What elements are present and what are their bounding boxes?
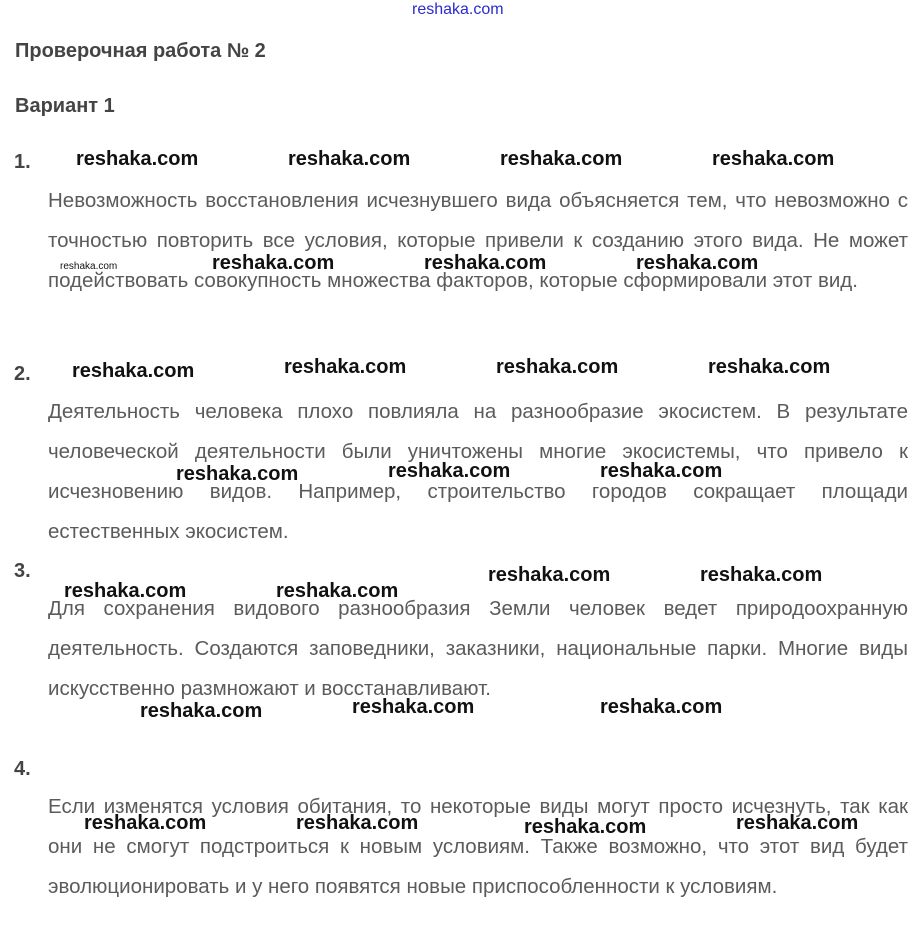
watermark: reshaka.com [64,580,187,602]
watermark: reshaka.com [524,816,647,838]
watermark: reshaka.com [284,356,407,378]
watermark: reshaka.com [700,564,823,586]
watermark: reshaka.com [736,812,859,834]
watermark: reshaka.com [424,252,547,274]
watermark: reshaka.com [288,148,411,170]
watermark: reshaka.com [388,460,511,482]
watermark-top: reshaka.com [412,1,504,18]
watermark: reshaka.com [500,148,623,170]
page-title: Проверочная работа № 2 [15,40,266,62]
watermark: reshaka.com [76,148,199,170]
watermark: reshaka.com [84,812,207,834]
answer-1-text: Невозможность восстановления исчезнувшего вида объясняется тем, что невозможно с точностью повторить все условия, которые привели к созданию этого вида. Не может подействовать совокупность множества факторов, которые сформировали этот вид. [48,189,908,292]
watermark: reshaka.com [212,252,335,274]
watermark-small: reshaka.com [60,261,118,272]
watermark: reshaka.com [176,463,299,485]
answer-3-text: Для сохранения видового разнообразия Земли человек ведет природоохранную деятельность. Создаются заповедники, заказники, национальные парки. Многие виды искусственно размножают и восстанавливают. [48,597,908,700]
watermark: reshaka.com [600,460,723,482]
watermark: reshaka.com [276,580,399,602]
answer-1-number: 1. [14,151,31,173]
watermark: reshaka.com [712,148,835,170]
variant-title: Вариант 1 [15,95,115,117]
watermark: reshaka.com [600,696,723,718]
watermark: reshaka.com [296,812,419,834]
watermark: reshaka.com [708,356,831,378]
answer-4-number: 4. [14,758,31,780]
answer-3-number: 3. [14,560,31,582]
watermark: reshaka.com [140,700,263,722]
answer-2-number: 2. [14,363,31,385]
watermark: reshaka.com [72,360,195,382]
watermark: reshaka.com [636,252,759,274]
watermark: reshaka.com [496,356,619,378]
answer-4-text: Если изменятся условия обитания, то некоторые виды могут просто исчезнуть, так как они не смогут подстроиться к новым условиям. Также возможно, что этот вид будет эволюционировать и у него появятся новые приспособленности к условиям. [48,795,908,898]
watermark: reshaka.com [352,696,475,718]
watermark: reshaka.com [488,564,611,586]
answer-2-text: Деятельность человека плохо повлияла на разнообразие экосистем. В результате человеческой деятельности были уничтожены многие экосистемы, что привело к исчезновению видов. Например, строительство городов сокращает площади естественных экосистем. [48,400,908,543]
